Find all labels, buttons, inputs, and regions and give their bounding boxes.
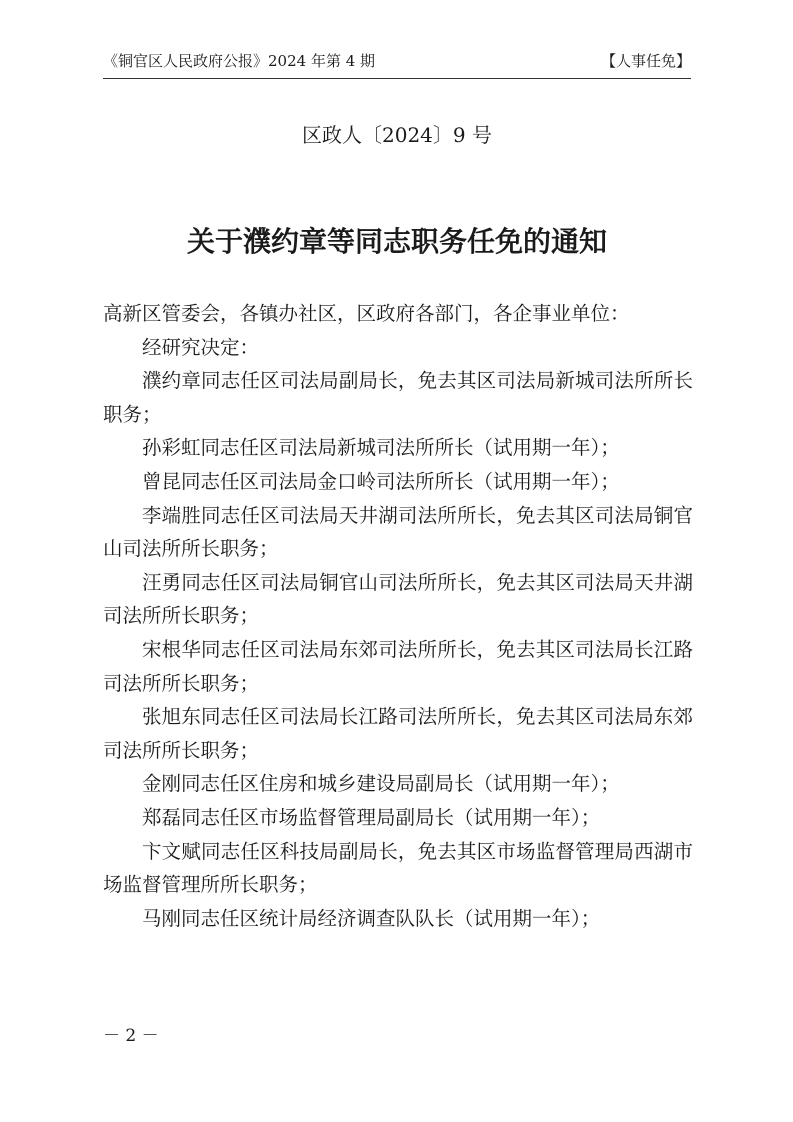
section-label: 【人事任免】 bbox=[600, 52, 691, 70]
document-title: 关于濮约章等同志职务任免的通知 bbox=[186, 225, 607, 258]
appointment-item: 濮约章同志任区司法局副局长，免去其区司法局新城司法所所长职务； bbox=[103, 369, 693, 426]
appointment-item: 曾昆同志任区司法局金口岭司法所所长（试用期一年）； bbox=[142, 469, 620, 493]
header-divider bbox=[103, 78, 691, 79]
intro-line: 经研究决定： bbox=[142, 335, 260, 359]
running-header bbox=[103, 48, 691, 74]
document-body bbox=[103, 297, 693, 935]
addressee: 高新区管委会，各镇办社区，区政府各部门，各企事业单位： bbox=[103, 302, 630, 325]
page-number: － 2 － bbox=[103, 1026, 159, 1046]
appointment-item: 汪勇同志任区司法局铜官山司法所所长，免去其区司法局天井湖司法所所长职务； bbox=[103, 570, 693, 628]
appointment-item: 张旭东同志任区司法局长江路司法所所长，免去其区司法局东郊司法所所长职务； bbox=[103, 705, 693, 762]
appointment-item: 马刚同志任区统计局经济调查队队长（试用期一年）； bbox=[142, 906, 601, 930]
appointment-item: 李端胜同志任区司法局天井湖司法所所长，免去其区司法局铜官山司法所所长职务； bbox=[103, 503, 693, 561]
publication-title: 《铜官区人民政府公报》2024 年第 4 期 bbox=[103, 52, 376, 70]
appointment-item: 郑磊同志任区市场监督管理局副局长（试用期一年）； bbox=[142, 805, 601, 829]
appointment-item: 孙彩虹同志任区司法局新城司法所所长（试用期一年）； bbox=[142, 436, 620, 460]
document-number: 区政人〔2024〕9 号 bbox=[302, 123, 492, 147]
appointment-item: 宋根华同志任区司法局东郊司法所所长，免去其区司法局长江路司法所所长职务； bbox=[103, 637, 693, 695]
appointment-item: 卞文赋同志任区科技局副局长，免去其区市场监督管理局西湖市场监督管理所所长职务； bbox=[103, 839, 693, 897]
appointment-item: 金刚同志任区住房和城乡建设局副局长（试用期一年）； bbox=[142, 772, 620, 796]
